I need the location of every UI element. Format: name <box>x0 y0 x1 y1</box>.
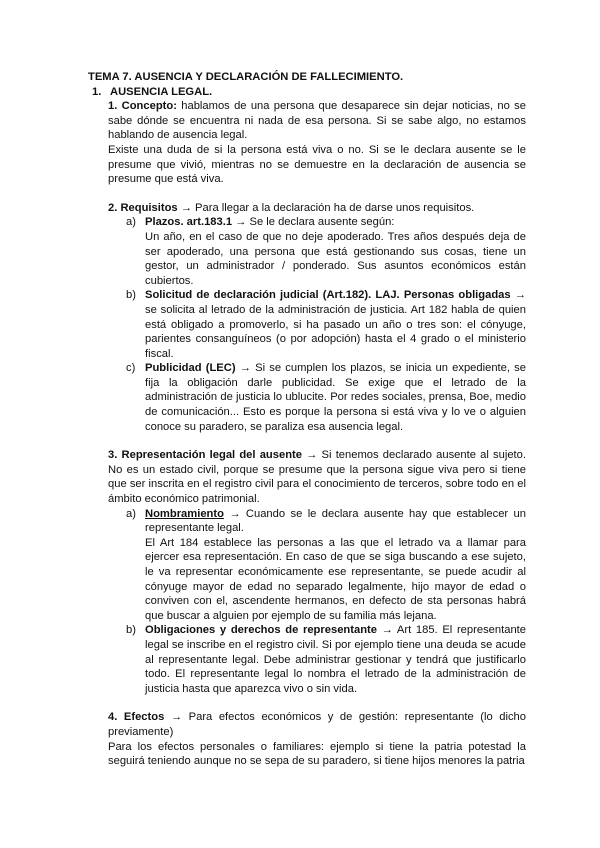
requisitos-paragraph <box>108 201 526 216</box>
nombramiento-text-2: El Art 184 establece las personas a las que el letrado va a llamar para ejercer esa representación. En caso de que se siga buscando a ese sujeto, le va representar económicamente ese representante, se puede acudir al cónyuge mayor de edad no separado legalmente, hijo mayor de edad o conviven con el, ascendente hermanos, en defecto de sta personas habrá que buscar a alguien por ejemplo de su familia más lejana. <box>145 536 526 622</box>
nombramiento-text: → Cuando se le declara ausente hay que establecer un representante legal. <box>145 507 526 535</box>
section-heading-ausencia-legal <box>92 85 526 100</box>
solicitud-label: Solicitud de declaración judicial (Art.182). LAJ. Personas obligadas <box>145 289 511 302</box>
list-marker: c) <box>126 362 136 375</box>
concepto-paragraph <box>108 99 526 143</box>
representacion-text: → Si tenemos declarado ausente al sujeto. No es un estado civil, porque se presume que la persona sigue viva pero si tiene que ser inscrita en el registro civil para el conocimiento de terceros, sobre todo en el ámbito económico patrimonial. <box>108 449 527 506</box>
solicitud-text: → se solicita al letrado de la administración de justicia. Art 182 habla de quien está obligado a promoverlo, si ha pasado un año o tres son: el cónyuge, parientes consanguíneos (o por adopción) hasta el 4 grado o el ministerio fiscal. <box>145 289 526 360</box>
requisito-item-publicidad <box>126 361 526 434</box>
section-body <box>108 99 526 769</box>
efectos-paragraph <box>108 710 526 739</box>
representacion-item-obligaciones <box>126 623 526 696</box>
representacion-item-nombramiento <box>126 507 526 624</box>
representacion-paragraph <box>108 448 526 506</box>
document-title: TEMA 7. AUSENCIA Y DECLARACIÓN DE FALLECIMIENTO. <box>88 71 404 83</box>
list-marker: a) <box>126 507 136 520</box>
list-marker: a) <box>126 216 136 229</box>
plazos-text-2: Un año, en el caso de que no deje apoderado. Tres años después deja de ser apoderado, una persona que está gestionando sus cosas, tiene un gestor, un administrador / ponderado. Sus asuntos económicos están cubiertos. <box>145 230 526 287</box>
nombramiento-label: Nombramiento <box>145 507 224 520</box>
list-marker: b) <box>126 289 136 302</box>
list-marker: b) <box>126 624 136 637</box>
concepto-paragraph-2: Existe una duda de si la persona está viva o no. Si se le declara ausente se le presume que vivió, mientras no se demuestre en la declaración de ausencia se presume que está viva. <box>108 143 526 186</box>
requisitos-label: 2. Requisitos <box>108 201 178 214</box>
publicidad-label: Publicidad (LEC) <box>145 362 236 375</box>
efectos-paragraph-2: Para los efectos personales o familiares: ejemplo si tiene la patria potestad la seguirá teniendo aunque no se sepa de su paradero, si tiene hijos menores la patria <box>108 740 526 768</box>
representacion-label: 3. Representación legal del ausente <box>108 449 302 462</box>
requisito-item-solicitud <box>126 288 526 361</box>
document-content <box>88 70 526 769</box>
efectos-label: 4. Efectos <box>108 711 165 724</box>
efectos-text: → Para efectos económicos y de gestión: representante (lo dicho previamente) <box>108 711 526 738</box>
plazos-text: → Se le declara ausente según: <box>232 216 395 229</box>
obligaciones-label: Obligaciones y derechos de representante <box>145 624 377 637</box>
plazos-label: Plazos. art.183.1 <box>145 216 233 229</box>
requisitos-text: → Para llegar a la declaración ha de darse unos requisitos. <box>177 201 475 214</box>
publicidad-text: → Si se cumplen los plazos, se inicia un expediente, se fija la obligación darle publicidad. Se exige que el letrado de la administración de justicia lo ublucite. Por redes sociales, prensa, Boe, medio de comunicación... Esto es porque la persona si está viva y lo ve o alguien conoce su paradero, se paraliza esa ausencia legal. <box>145 362 526 433</box>
concepto-text: hablamos de una persona que desaparece sin dejar noticias, no se sabe dónde se encuentra ni nada de esa persona. Si se sabe algo, no estamos hablando de ausencia legal. <box>108 100 526 142</box>
obligaciones-text: → Art 185. El representante legal se inscribe en el registro civil. Si por ejemplo tiene una deuda se acude al representante legal. Debe administrar gestionar y tendrá que justificarlo todo. El representante legal lo nombra el letrado de la administración de justicia hasta que aparezca vivo o sin vida. <box>145 624 526 695</box>
concepto-label: 1. Concepto: <box>108 100 177 113</box>
section-number: 1. <box>92 85 102 98</box>
requisito-item-plazos <box>126 215 526 288</box>
section-heading-text: AUSENCIA LEGAL. <box>110 85 213 98</box>
